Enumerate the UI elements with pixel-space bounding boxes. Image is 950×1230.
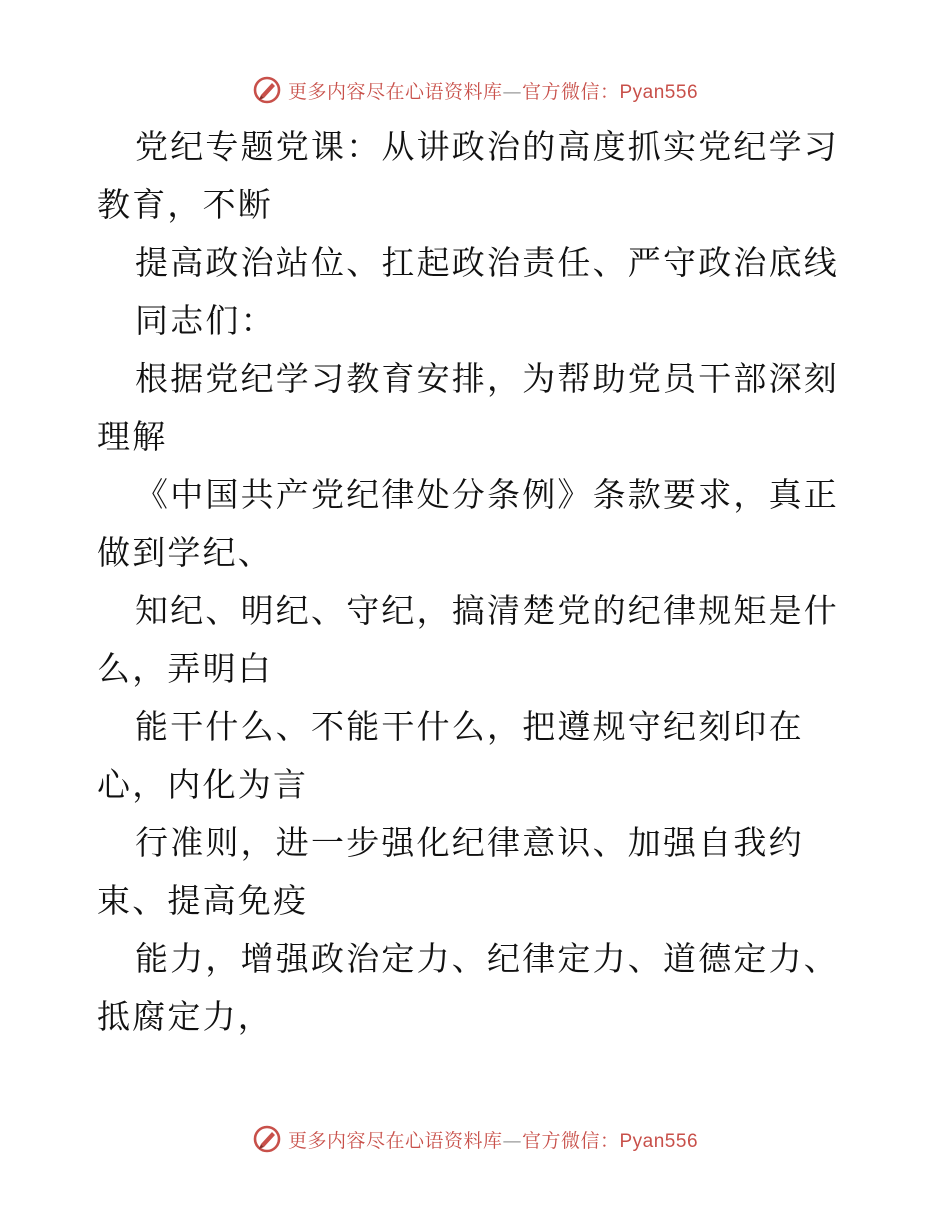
paragraph-6: 知纪、明纪、守纪，搞清楚党的纪律规矩是什么，弄明白 xyxy=(97,591,839,688)
footer-text xyxy=(288,1126,698,1153)
header-banner xyxy=(0,70,950,110)
paragraph-9: 能力，增强政治定力、纪律定力、道德定力、抵腐定力， xyxy=(97,939,839,1036)
header-brand-text: 更多内容尽在心语资料库 xyxy=(287,80,503,103)
pen-logo-icon xyxy=(252,1124,282,1154)
footer-brand-text: 更多内容尽在心语资料库 xyxy=(287,1129,503,1152)
paragraph-3: 同志们： xyxy=(135,301,276,340)
paragraph-2: 提高政治站位、扛起政治责任、严守政治底线 xyxy=(135,243,839,282)
paragraph-5: 《中国共产党纪律处分条例》条款要求，真正做到学纪、 xyxy=(97,475,839,572)
footer-separator: — xyxy=(502,1129,522,1152)
paragraph-4: 根据党纪学习教育安排，为帮助党员干部深刻理解 xyxy=(97,359,839,456)
header-separator: — xyxy=(502,80,522,103)
paragraph-1: 党纪专题党课：从讲政治的高度抓实党纪学习教育，不断 xyxy=(97,127,839,224)
header-text xyxy=(288,77,698,104)
footer-wechat-id: Pyan556 xyxy=(619,1130,699,1152)
header-official-label: 官方微信： xyxy=(521,80,620,103)
document-body xyxy=(97,118,857,1046)
paragraph-8: 行准则，进一步强化纪律意识、加强自我约束、提高免疫 xyxy=(97,823,804,920)
header-wechat-id: Pyan556 xyxy=(619,81,699,103)
pen-logo-icon xyxy=(252,75,282,105)
footer-banner xyxy=(0,1119,950,1159)
footer-official-label: 官方微信： xyxy=(521,1129,620,1152)
paragraph-7: 能干什么、不能干什么，把遵规守纪刻印在心，内化为言 xyxy=(97,707,804,804)
